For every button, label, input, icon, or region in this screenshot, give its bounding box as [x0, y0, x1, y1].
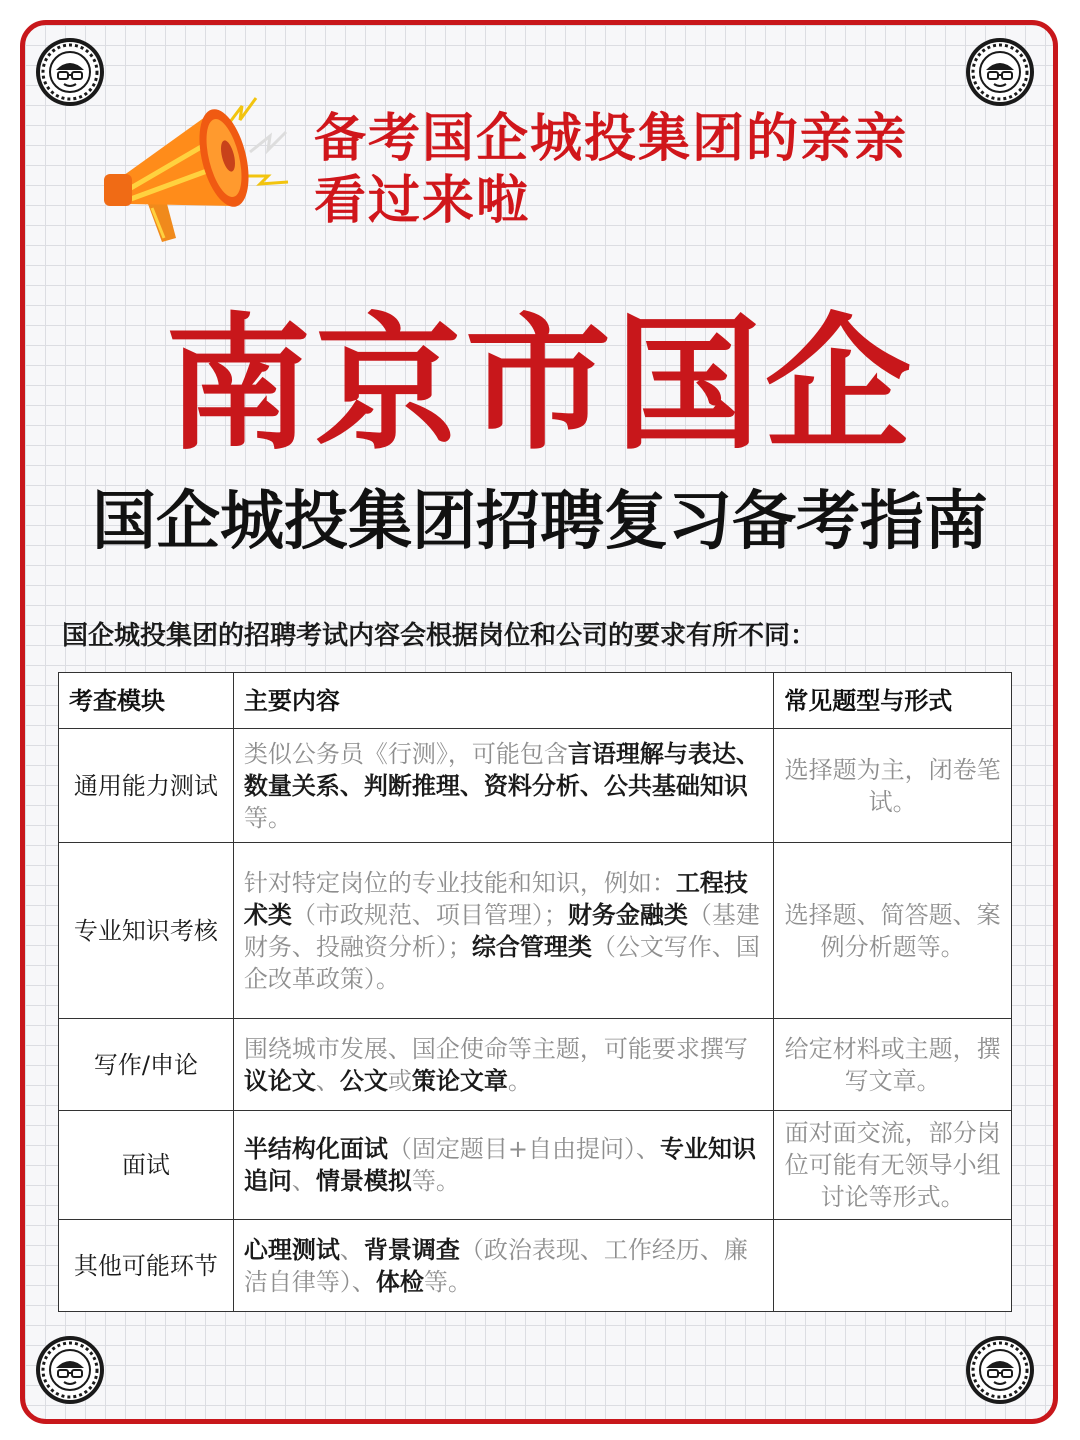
- corner-seal-icon: [964, 36, 1036, 108]
- content-keyword: 半结构化面试: [243, 1135, 388, 1163]
- content-text: 等。: [243, 803, 292, 832]
- content-text: （固定题目+自由提问）、: [387, 1135, 660, 1163]
- module-cell: 通用能力测试: [59, 729, 234, 843]
- corner-seal-icon: [964, 1334, 1036, 1406]
- content-keyword: 策论文章: [411, 1066, 508, 1095]
- content-text: （基建财务、投融资分析）；: [243, 900, 760, 961]
- table-row: [59, 843, 1012, 1019]
- header-content: 主要内容: [233, 673, 773, 729]
- format-cell: 选择题、简答题、案例分析题等。: [774, 843, 1012, 1019]
- table-row: [59, 1111, 1012, 1220]
- content-text: 等。: [411, 1167, 460, 1195]
- content-keyword: 专业知识追问: [243, 1135, 756, 1195]
- table-row: [59, 729, 1012, 843]
- content-text: 类似公务员《行测》，可能包含: [243, 739, 568, 768]
- content-text: 等。: [423, 1267, 472, 1296]
- content-text: 、: [315, 1066, 340, 1095]
- module-cell: 专业知识考核: [59, 843, 234, 1019]
- subtitle: 国企城投集团招聘复习备考指南: [92, 485, 988, 559]
- content-text: 围绕城市发展、国企使命等主题，可能要求撰写: [243, 1034, 748, 1063]
- content-keyword: 体检: [375, 1267, 424, 1296]
- content-text: 、: [291, 1167, 316, 1195]
- content-cell: [233, 729, 773, 843]
- headline-line-1: 备考国企城投集团的亲亲: [314, 109, 909, 169]
- content-text: （公文写作、国企改革政策）。: [243, 932, 760, 993]
- header-format: 常见题型与形式: [774, 673, 1012, 729]
- content-keyword: 财务金融类: [567, 900, 688, 929]
- format-cell: 选择题为主，闭卷笔试。: [774, 729, 1012, 843]
- headline: [314, 108, 954, 232]
- megaphone-icon: [100, 92, 300, 252]
- module-cell: 面试: [59, 1111, 234, 1220]
- content-cell: [233, 1220, 773, 1312]
- table-row: [59, 1019, 1012, 1111]
- content-text: （政治表现、工作经历、廉洁自律等）、: [243, 1235, 748, 1296]
- format-cell: 面对面交流，部分岗位可能有无领导小组讨论等形式。: [774, 1111, 1012, 1220]
- table-row: [59, 1220, 1012, 1312]
- content-keyword: 公文: [339, 1066, 388, 1095]
- content-keyword: 议论文: [243, 1066, 316, 1095]
- content-text: 、: [339, 1235, 364, 1264]
- content-text: 或: [387, 1066, 412, 1095]
- content-keyword: 综合管理类: [471, 932, 592, 961]
- content-text: （市政规范、项目管理）；: [291, 900, 568, 929]
- module-cell: 其他可能环节: [59, 1220, 234, 1312]
- content-keyword: 言语理解与表达、数量关系、判断推理、资料分析、公共基础知识: [243, 739, 760, 800]
- exam-guide-table: [58, 672, 1012, 1312]
- header-module: 考查模块: [59, 673, 234, 729]
- format-cell: 给定材料或主题，撰写文章。: [774, 1019, 1012, 1111]
- corner-seal-icon: [34, 36, 106, 108]
- module-cell: 写作/申论: [59, 1019, 234, 1111]
- headline-line-2: 看过来啦: [314, 171, 531, 231]
- content-cell: [233, 1111, 773, 1220]
- content-text: 针对特定岗位的专业技能和知识，例如：: [243, 868, 676, 897]
- main-title: 南京市国企: [165, 300, 915, 470]
- content-cell: [233, 843, 773, 1019]
- content-keyword: 背景调查: [363, 1235, 460, 1264]
- content-keyword: 工程技术类: [243, 868, 748, 929]
- format-cell: [774, 1220, 1012, 1312]
- content-keyword: 心理测试: [243, 1235, 340, 1264]
- content-keyword: 情景模拟: [315, 1167, 412, 1195]
- content-text: 。: [507, 1066, 532, 1095]
- table-header-row: [59, 673, 1012, 729]
- corner-seal-icon: [34, 1334, 106, 1406]
- content-cell: [233, 1019, 773, 1111]
- intro-text: 国企城投集团的招聘考试内容会根据岗位和公司的要求有所不同：: [62, 621, 817, 651]
